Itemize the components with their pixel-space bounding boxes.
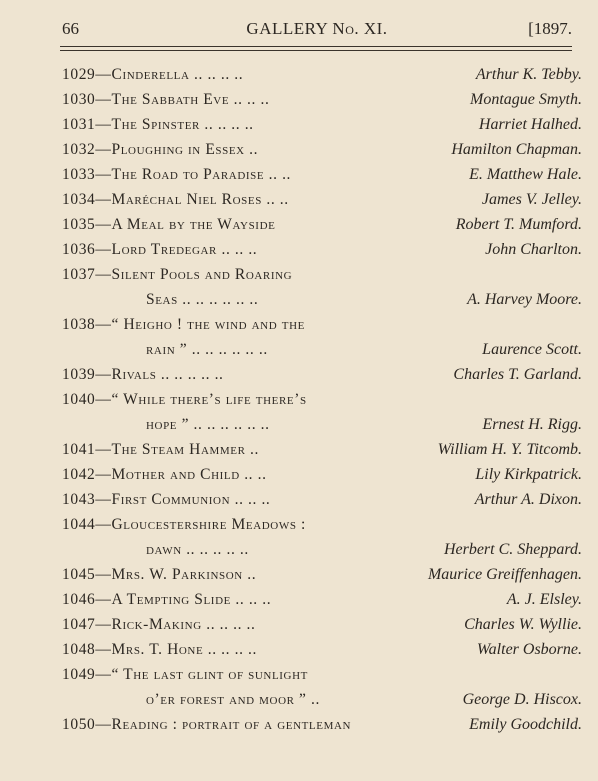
entry-line [62, 612, 582, 637]
entry-artist: Ernest H. Rigg. [482, 416, 582, 433]
page-number: 66 [62, 19, 79, 38]
entry-line [62, 312, 582, 337]
entry-artist: Charles W. Wyllie. [464, 616, 582, 633]
entry-title-continuation: o’er forest and moor ” .. [146, 691, 320, 708]
entry-line [62, 112, 582, 137]
entry-title: 1038—“ Heigho ! the wind and the [62, 316, 305, 333]
entry-artist: Arthur K. Tebby. [475, 66, 582, 83]
entry-title: 1029—Cinderella .. .. .. .. [62, 66, 244, 83]
entry-artist: Emily Goodchild. [469, 716, 582, 733]
page-year: [1897. [528, 19, 572, 38]
entry-title: 1048—Mrs. T. Hone .. .. .. .. [62, 641, 257, 658]
entry-title: 1036—Lord Tredegar .. .. .. [62, 241, 258, 258]
entry-title: 1042—Mother and Child .. .. [62, 466, 267, 483]
header-rule-bottom [60, 50, 572, 51]
entry-continuation-line [62, 687, 582, 712]
header-rule-top [60, 46, 572, 47]
entry-line [62, 62, 582, 87]
entry-title: 1043—First Communion .. .. .. [62, 491, 271, 508]
entry-line [62, 212, 582, 237]
entry-artist: James V. Jelley. [481, 191, 582, 208]
entry-title-continuation: hope ” .. .. .. .. .. .. [146, 416, 270, 433]
entry-artist: Montague Smyth. [470, 91, 582, 108]
entry-line [62, 162, 582, 187]
entry-continuation-line [62, 412, 582, 437]
entry-title: 1046—A Tempting Slide .. .. .. [62, 591, 272, 608]
entry-title-continuation: rain ” .. .. .. .. .. .. [146, 341, 268, 358]
entry-line [62, 512, 582, 537]
entry-line [62, 87, 582, 112]
entry-title: 1032—Ploughing in Essex .. [62, 141, 259, 158]
entry-line [62, 187, 582, 212]
entry-title: 1030—The Sabbath Eve .. .. .. [62, 91, 270, 108]
entry-artist: A. Harvey Moore. [467, 291, 582, 308]
entry-artist: Hamilton Chapman. [451, 141, 582, 158]
entry-title-continuation: dawn .. .. .. .. .. [146, 541, 249, 558]
entry-artist: Lily Kirkpatrick. [475, 466, 582, 483]
entry-artist: Herbert C. Sheppard. [443, 541, 582, 558]
entry-title: 1044—Gloucestershire Meadows : [62, 516, 306, 533]
entry-artist: Robert T. Mumford. [455, 216, 582, 233]
entry-title: 1049—“ The last glint of sunlight [62, 666, 308, 683]
entry-artist: Walter Osborne. [476, 641, 582, 658]
entry-line [62, 362, 582, 387]
entry-line [62, 237, 582, 262]
entry-title: 1041—The Steam Hammer .. [62, 441, 259, 458]
entry-continuation-line [62, 337, 582, 362]
entry-artist: Harriet Halhed. [478, 116, 582, 133]
entry-line [62, 712, 582, 737]
entry-artist: John Charlton. [485, 241, 582, 258]
entry-title: 1047—Rick-Making .. .. .. .. [62, 616, 256, 633]
page-title: GALLERY No. XI. [246, 19, 388, 38]
entry-title: 1035—A Meal by the Wayside [62, 216, 276, 233]
entry-artist: E. Matthew Hale. [469, 166, 582, 183]
entry-title: 1040—“ While there’s life there’s [62, 391, 307, 408]
catalogue-entry-list [62, 62, 582, 737]
entry-line [62, 562, 582, 587]
entry-line [62, 462, 582, 487]
entry-artist: Maurice Greiffenhagen. [427, 566, 582, 583]
entry-artist: William H. Y. Titcomb. [437, 441, 582, 458]
entry-title: 1037—Silent Pools and Roaring [62, 266, 293, 283]
entry-title: 1050—Reading : portrait of a gentleman [62, 716, 352, 733]
entry-title: 1045—Mrs. W. Parkinson .. [62, 566, 257, 583]
entry-title: 1034—Maréchal Niel Roses .. .. [62, 191, 289, 208]
entry-line [62, 662, 582, 687]
entry-line [62, 587, 582, 612]
entry-line [62, 487, 582, 512]
entry-title: 1033—The Road to Paradise .. .. [62, 166, 292, 183]
entry-line [62, 437, 582, 462]
entry-title-continuation: Seas .. .. .. .. .. .. [146, 291, 259, 308]
entry-title: 1039—Rivals .. .. .. .. .. [62, 366, 224, 383]
entry-title: 1031—The Spinster .. .. .. .. [62, 116, 254, 133]
entry-artist: Charles T. Garland. [453, 366, 582, 383]
entry-line [62, 137, 582, 162]
page-header [62, 19, 572, 41]
entry-artist: Laurence Scott. [482, 341, 582, 358]
entry-continuation-line [62, 537, 582, 562]
entry-line [62, 637, 582, 662]
entry-artist: Arthur A. Dixon. [474, 491, 582, 508]
entry-artist: George D. Hiscox. [462, 691, 582, 708]
entry-continuation-line [62, 287, 582, 312]
entry-line [62, 262, 582, 287]
entry-artist: A. J. Elsley. [506, 591, 582, 608]
entry-line [62, 387, 582, 412]
